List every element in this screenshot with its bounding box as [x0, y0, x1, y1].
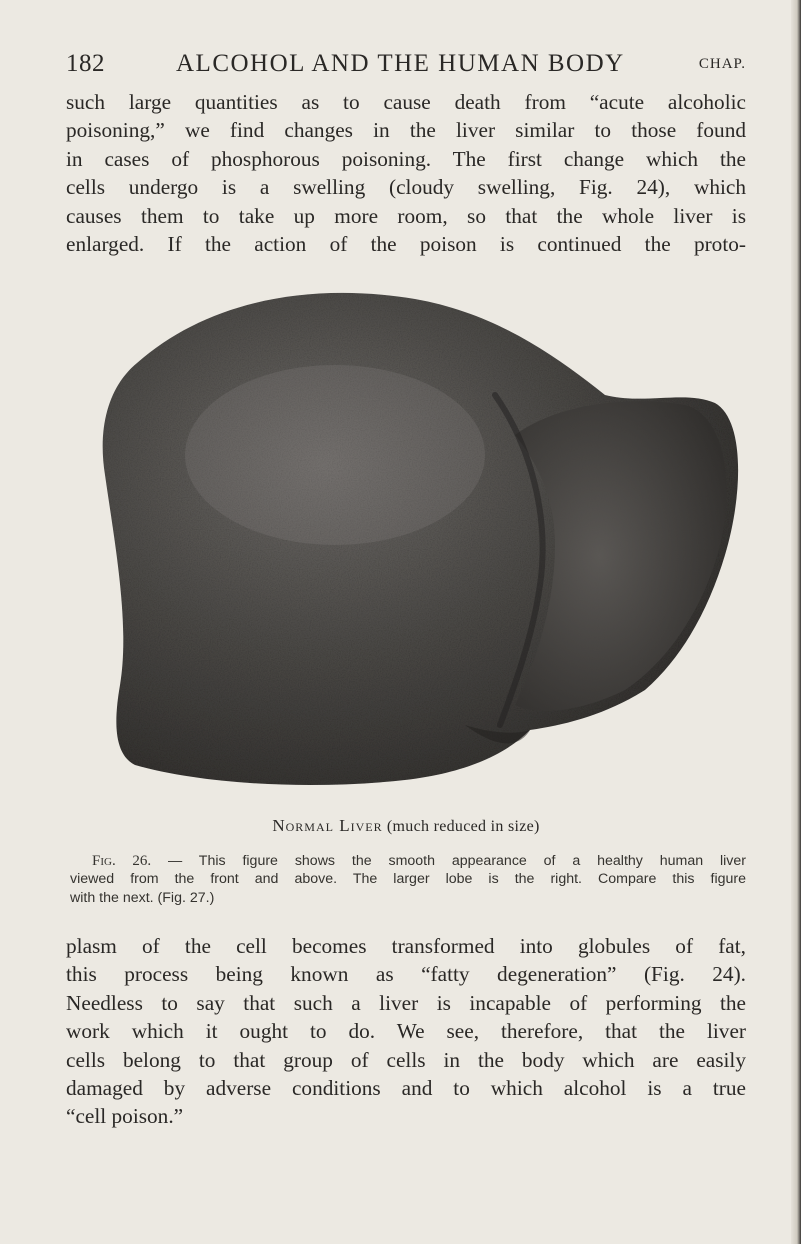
figure-title-main: Normal Liver	[272, 816, 383, 835]
text-line: work which it ought to do. We see, therefore, that the liver	[66, 1019, 746, 1044]
text-line: “cell poison.”	[66, 1104, 184, 1129]
text-line: damaged by adverse conditions and to which alcohol is a true	[66, 1076, 746, 1101]
caption-line	[70, 852, 746, 870]
surface-highlight	[185, 365, 485, 545]
figure-title	[66, 816, 746, 836]
paragraph-1	[66, 88, 746, 258]
chapter-label: CHAP.	[698, 56, 746, 72]
text-line: cells belong to that group of cells in the body which are easily	[66, 1047, 746, 1072]
liver-illustration	[85, 285, 745, 805]
text-line: cells undergo is a swelling (cloudy swelling, Fig. 24), which	[66, 175, 746, 200]
text-line: Needless to say that such a liver is incapable of performing the	[66, 990, 746, 1015]
caption-lead: Fig. 26.	[92, 853, 152, 869]
paragraph-2	[66, 932, 746, 1131]
caption-line: with the next. (Fig. 27.)	[70, 889, 215, 906]
text-line: causes them to take up more room, so that the whole liver is	[66, 203, 746, 228]
running-title: ALCOHOL AND THE HUMAN BODY	[176, 50, 625, 77]
text-line: poisoning,” we find changes in the liver similar to those found	[66, 118, 746, 143]
text-line: in cases of phosphorous poisoning. The first change which the	[66, 146, 746, 171]
figure-caption	[70, 852, 746, 907]
text-line: plasm of the cell becomes transformed into globules of fat,	[66, 934, 746, 958]
text-line: enlarged. If the action of the poison is continued the proto-	[66, 232, 746, 257]
page-edge	[791, 0, 801, 1244]
text-line: such large quantities as to cause death from “acute alcoholic	[66, 90, 746, 114]
running-header	[66, 50, 746, 86]
caption-line: viewed from the front and above. The larger lobe is the right. Compare this figure	[70, 871, 746, 888]
page-number: 182	[66, 50, 105, 77]
figure-title-note: (much reduced in size)	[386, 818, 540, 835]
caption-line-1-text: — This figure shows the smooth appearance of a healthy human liver	[168, 853, 746, 869]
text-line: this process being known as “fatty degeneration” (Fig. 24).	[66, 962, 746, 987]
